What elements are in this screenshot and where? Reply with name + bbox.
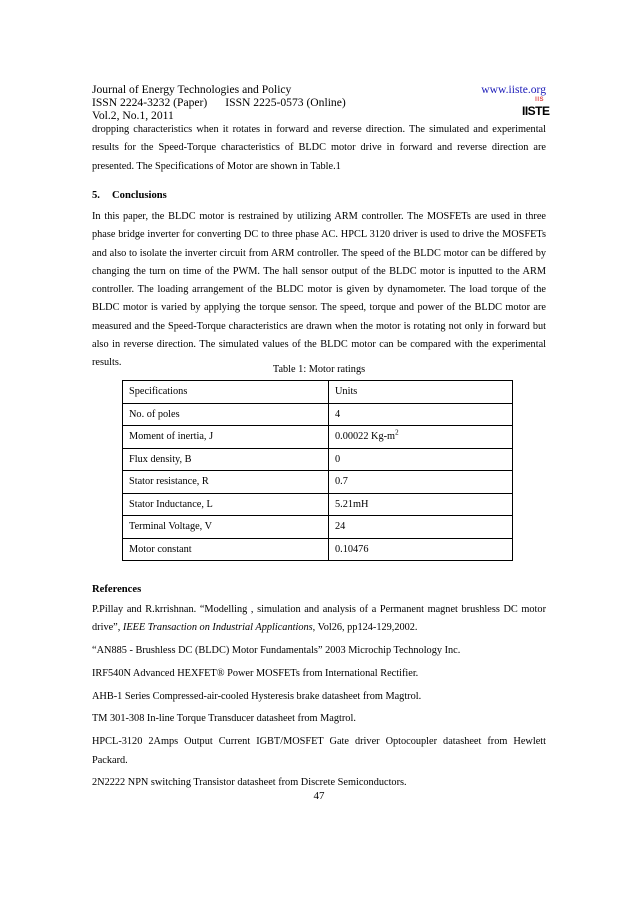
journal-title: Journal of Energy Technologies and Policy bbox=[92, 83, 292, 96]
unit-value: 0.7 bbox=[335, 476, 348, 488]
reference-item: IRF540N Advanced HEXFET® Power MOSFETs from International Rectifier. bbox=[92, 667, 419, 679]
iiste-logo-icon bbox=[522, 97, 550, 119]
unit-cell bbox=[329, 493, 513, 516]
intro-paragraph: dropping characteristics when it rotates in forward and reverse direction. The simulated and experimental results for the Speed-Torque characteristics of BLDC motor drive in forward and reverse direction are presented. The Specifications of Motor are shown in Table.1 bbox=[92, 124, 546, 172]
spec-cell: Flux density, B bbox=[123, 448, 329, 471]
spec-cell: Specifications bbox=[123, 381, 329, 404]
unit-value: 0 bbox=[335, 453, 341, 465]
unit-cell bbox=[329, 426, 513, 449]
motor-ratings-table bbox=[122, 380, 513, 561]
ref1-text: P.Pillay and R.krrishnan. “Modelling , simulation and analysis of a Permanent magnet brushless DC motor drive”, bbox=[92, 604, 546, 634]
issn-line bbox=[92, 96, 346, 109]
ref1-tail: , Vol26, pp124-129,2002. bbox=[312, 622, 418, 634]
journal-url-link[interactable]: www.iiste.org bbox=[481, 83, 546, 96]
spec-cell: Terminal Voltage, V bbox=[123, 516, 329, 539]
unit-value: 0.10476 bbox=[335, 543, 369, 555]
unit-cell bbox=[329, 538, 513, 561]
table-row bbox=[123, 381, 513, 404]
unit-cell bbox=[329, 403, 513, 426]
reference-item: TM 301-308 In-line Torque Transducer datasheet from Magtrol. bbox=[92, 713, 356, 725]
reference-item bbox=[92, 601, 546, 638]
section-number: 5. bbox=[92, 190, 100, 201]
spec-cell: Stator Inductance, L bbox=[123, 493, 329, 516]
unit-value: 24 bbox=[335, 521, 346, 533]
issn-online: ISSN 2225-0573 (Online) bbox=[225, 96, 346, 109]
unit-value: Units bbox=[335, 386, 358, 398]
spec-cell: No. of poles bbox=[123, 403, 329, 426]
ref1-journal: IEEE Transaction on Industrial Applicantions bbox=[122, 622, 313, 634]
reference-item: HPCL-3120 2Amps Output Current IGBT/MOSFET Gate driver Optocoupler datasheet from Hewlett Packard. bbox=[92, 736, 546, 766]
reference-item: “AN885 - Brushless DC (BLDC) Motor Fundamentals” 2003 Microchip Technology Inc. bbox=[92, 645, 461, 657]
unit-superscript: 2 bbox=[395, 428, 399, 437]
unit-cell bbox=[329, 471, 513, 494]
table-row bbox=[123, 448, 513, 471]
unit-value: 4 bbox=[335, 408, 341, 420]
page-number: 47 bbox=[313, 790, 325, 802]
references-heading: References bbox=[92, 584, 142, 595]
table-row bbox=[123, 471, 513, 494]
table-row bbox=[123, 516, 513, 539]
spec-cell: Moment of inertia, J bbox=[123, 426, 329, 449]
unit-cell bbox=[329, 516, 513, 539]
unit-cell bbox=[329, 448, 513, 471]
table-row bbox=[123, 538, 513, 561]
section-heading bbox=[92, 190, 167, 201]
volume-info: Vol.2, No.1, 2011 bbox=[92, 109, 174, 122]
section-title: Conclusions bbox=[112, 190, 167, 201]
unit-value: 5.21mH bbox=[335, 498, 369, 510]
table-caption: Table 1: Motor ratings bbox=[272, 364, 366, 375]
reference-item: 2N2222 NPN switching Transistor datasheet from Discrete Semiconductors. bbox=[92, 777, 407, 789]
references-list bbox=[92, 601, 546, 797]
table-row bbox=[123, 426, 513, 449]
unit-value: 0.00022 Kg-m bbox=[335, 431, 396, 443]
unit-cell bbox=[329, 381, 513, 404]
logo-top-text: IIS bbox=[535, 97, 544, 103]
spec-cell: Motor constant bbox=[123, 538, 329, 561]
conclusions-paragraph: In this paper, the BLDC motor is restrained by utilizing ARM controller. The MOSFETs are used in three phase bridge inverter for converting DC to three phase AC. HPCL 3120 driver is used to drive the MOSFETs and also to isolate the inverter circuit from ARM controller. The speed of the BLDC motor can be differed by changing the turn on time of the PWM. The hall sensor output of the BLDC motor is inputted to the ARM controller. The loading arrangement of the BLDC motor is given by dynamometer. The load torque of the BLDC motor is varied by applying the torque sensor. The speed, torque and power of the BLDC motor are measured and the Speed-Torque characteristics are drawn when the motor is rotating not only in forward but also in reverse direction. The simulated values of the BLDC motor can be compared with the experimental results. bbox=[92, 211, 546, 369]
reference-item: AHB-1 Series Compressed-air-cooled Hysteresis brake datasheet from Magtrol. bbox=[92, 690, 422, 702]
logo-main-text: IISTE bbox=[522, 104, 550, 118]
issn-paper: ISSN 2224-3232 (Paper) bbox=[92, 96, 208, 109]
table-row bbox=[123, 493, 513, 516]
table-row bbox=[123, 403, 513, 426]
spec-cell: Stator resistance, R bbox=[123, 471, 329, 494]
